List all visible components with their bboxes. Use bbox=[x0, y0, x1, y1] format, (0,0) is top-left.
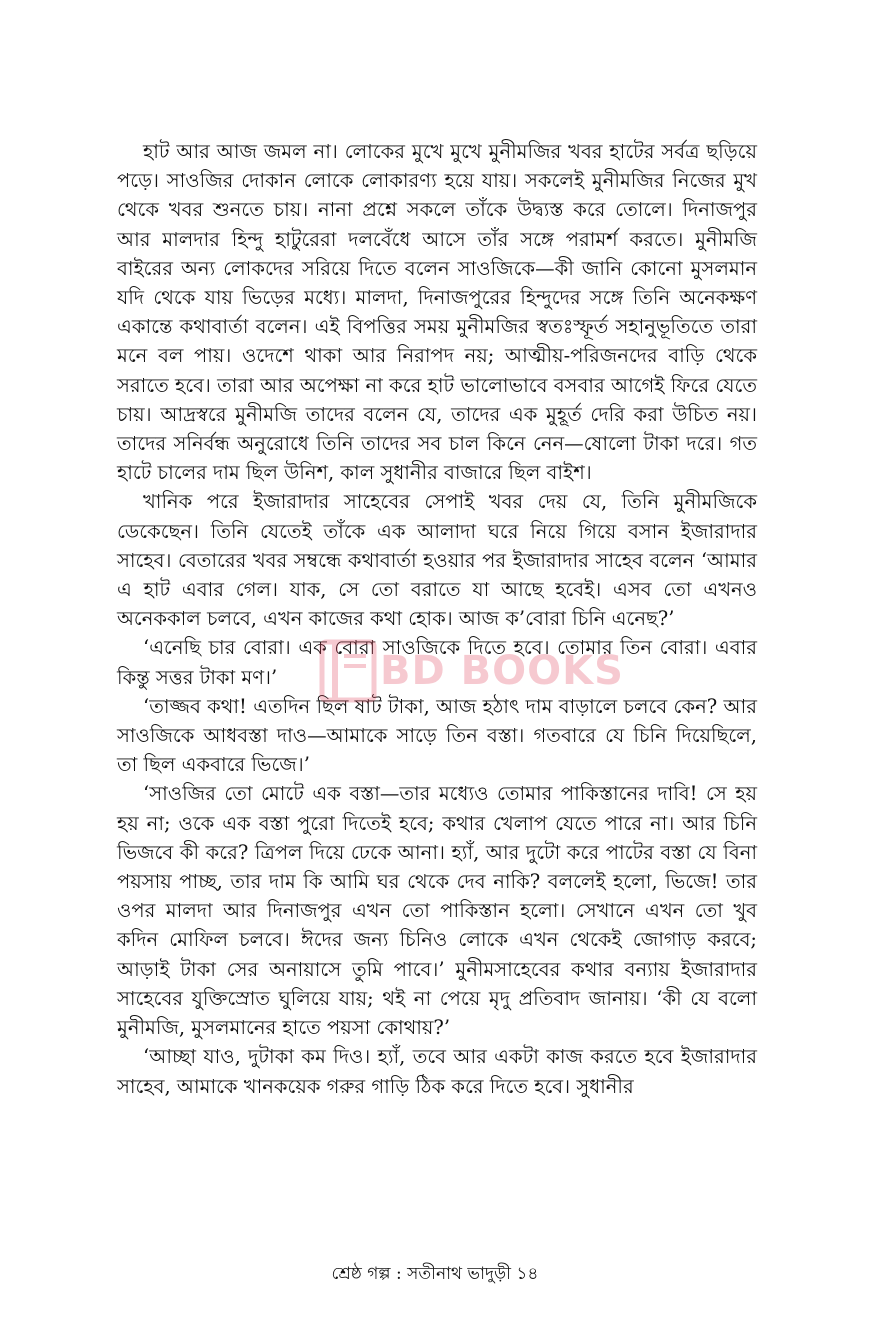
body-text bbox=[117, 137, 757, 1101]
paragraph-1: হাট আর আজ জমল না। লোকের মুখে মুখে মুনীমজির খবর হাটের সর্বত্র ছড়িয়ে পড়ে। সাওজির দোকান লোকে লোকারণ্য হয়ে যায়। সকলেই মুনীমজির নিজের মুখ থেকে খবর শুনতে চায়। নানা প্রশ্নে সকলে তাঁকে উদ্ব্যস্ত করে তোলে। দিনাজপুর আর মালদার হিন্দু হাটুরেরা দলবেঁধে আসে তাঁর সঙ্গে পরামর্শ করতে। মুনীমজি বাইরের অন্য লোকদের সরিয়ে দিতে বলেন সাওজিকে—কী জানি কোনো মুসলমান যদি থেকে যায় ভিড়ের মধ্যে। মালদা, দিনাজপুরের হিন্দুদের সঙ্গে তিনি অনেকক্ষণ একান্তে কথাবার্তা বলেন। এই বিপত্তির সময় মুনীমজির স্বতঃস্ফূর্ত সহানুভূতিতে তারা মনে বল পায়। ওদেশে থাকা আর নিরাপদ নয়; আত্মীয়-পরিজনদের বাড়ি থেকে সরাতে হবে। তারা আর অপেক্ষা না করে হাট ভালোভাবে বসবার আগেই ফিরে যেতে চায়। আদ্রস্বরে মুনীমজি তাদের বলেন যে, তাদের এক মুহূর্ত দেরি করা উচিত নয়। তাদের সনির্বন্ধ অনুরোধে তিনি তাদের সব চাল কিনে নেন—ষোলো টাকা দরে। গত হাটে চালের দাম ছিল উনিশ, কাল সুধানীর বাজারে ছিল বাইশ। bbox=[117, 140, 757, 485]
page-footer: শ্রেষ্ঠ গল্প : সতীনাথ ভাদুড়ী ১৪ bbox=[331, 1264, 539, 1284]
paragraph-5: ‘সাওজির তো মোটে এক বস্তা—তার মধ্যেও তোমার পাকিস্তানের দাবি! সে হয় হয় না; ওকে এক বস্তা পুরো দিতেই হবে; কথার খেলাপ যেতে পারে না। আর চিনি ভিজবে কী করে? ত্রিপল দিয়ে ঢেকে আনা। হ্যাঁ, আর দুটো করে পাটের বস্তা যে বিনা পয়সায় পাচ্ছ, তার দাম কি আমি ঘর থেকে দেব নাকি? বললেই হলো, ভিজে! তার ওপর মালদা আর দিনাজপুর এখন তো পাকিস্তান হলো। সেখানে এখন তো খুব কদিন মোফিল চলবে। ঈদের জন্য চিনিও লোকে এখন থেকেই জোগাড় করবে; আড়াই টাকা সের অনায়াসে তুমি পাবে।’ মুনীমসাহেবের কথার বন্যায় ইজারাদার সাহেবের যুক্তিস্রোত ঘুলিয়ে যায়; থই না পেয়ে মৃদু প্রতিবাদ জানায়। ‘কী যে বলো মুনীমজি, মুসলমানের হাতে পয়সা কোথায়?’ bbox=[117, 782, 757, 1040]
paragraph-6: ‘আচ্ছা যাও, দুটাকা কম দিও। হ্যাঁ, তবে আর একটা কাজ করতে হবে ইজারাদার সাহেব, আমাকে খানকয়েক গরুর গাড়ি ঠিক করে দিতে হবে। সুধানীর bbox=[117, 1045, 757, 1098]
paragraph-3: ‘এনেছি চার বোরা। এক বোরা সাওজিকে দিতে হবে। তোমার তিন বোরা। এবার কিন্তু সত্তর টাকা মণ।’ bbox=[117, 636, 757, 689]
watermark-text: BD BOOKS bbox=[380, 648, 624, 694]
paragraph-2: খানিক পরে ইজারাদার সাহেবের সেপাই খবর দেয় যে, তিনি মুনীমজিকে ডেকেছেন। তিনি যেতেই তাঁকে এক আলাদা ঘরে নিয়ে গিয়ে বসান ইজারাদার সাহেব। বেতারের খবর সম্বন্ধে কথাবার্তা হওয়ার পর ইজারাদার সাহেব বলেন ‘আমার এ হাট এবার গেল। যাক, সে তো বরাতে যা আছে হবেই। এসব তো এখনও অনেককাল চলবে, এখন কাজের কথা হোক। আজ ক’বোরা চিনি এনেছ?’ bbox=[117, 490, 757, 631]
paragraph-4: ‘তাজ্জব কথা! এতদিন ছিল ষাট টাকা, আজ হঠাৎ দাম বাড়ালে চলবে কেন? আর সাওজিকে আধবস্তা দাও—আমাকে সাড়ে তিন বস্তা। গতবারে যে চিনি দিয়েছিলে, তা ছিল একবারে ভিজে।’ bbox=[117, 694, 757, 777]
